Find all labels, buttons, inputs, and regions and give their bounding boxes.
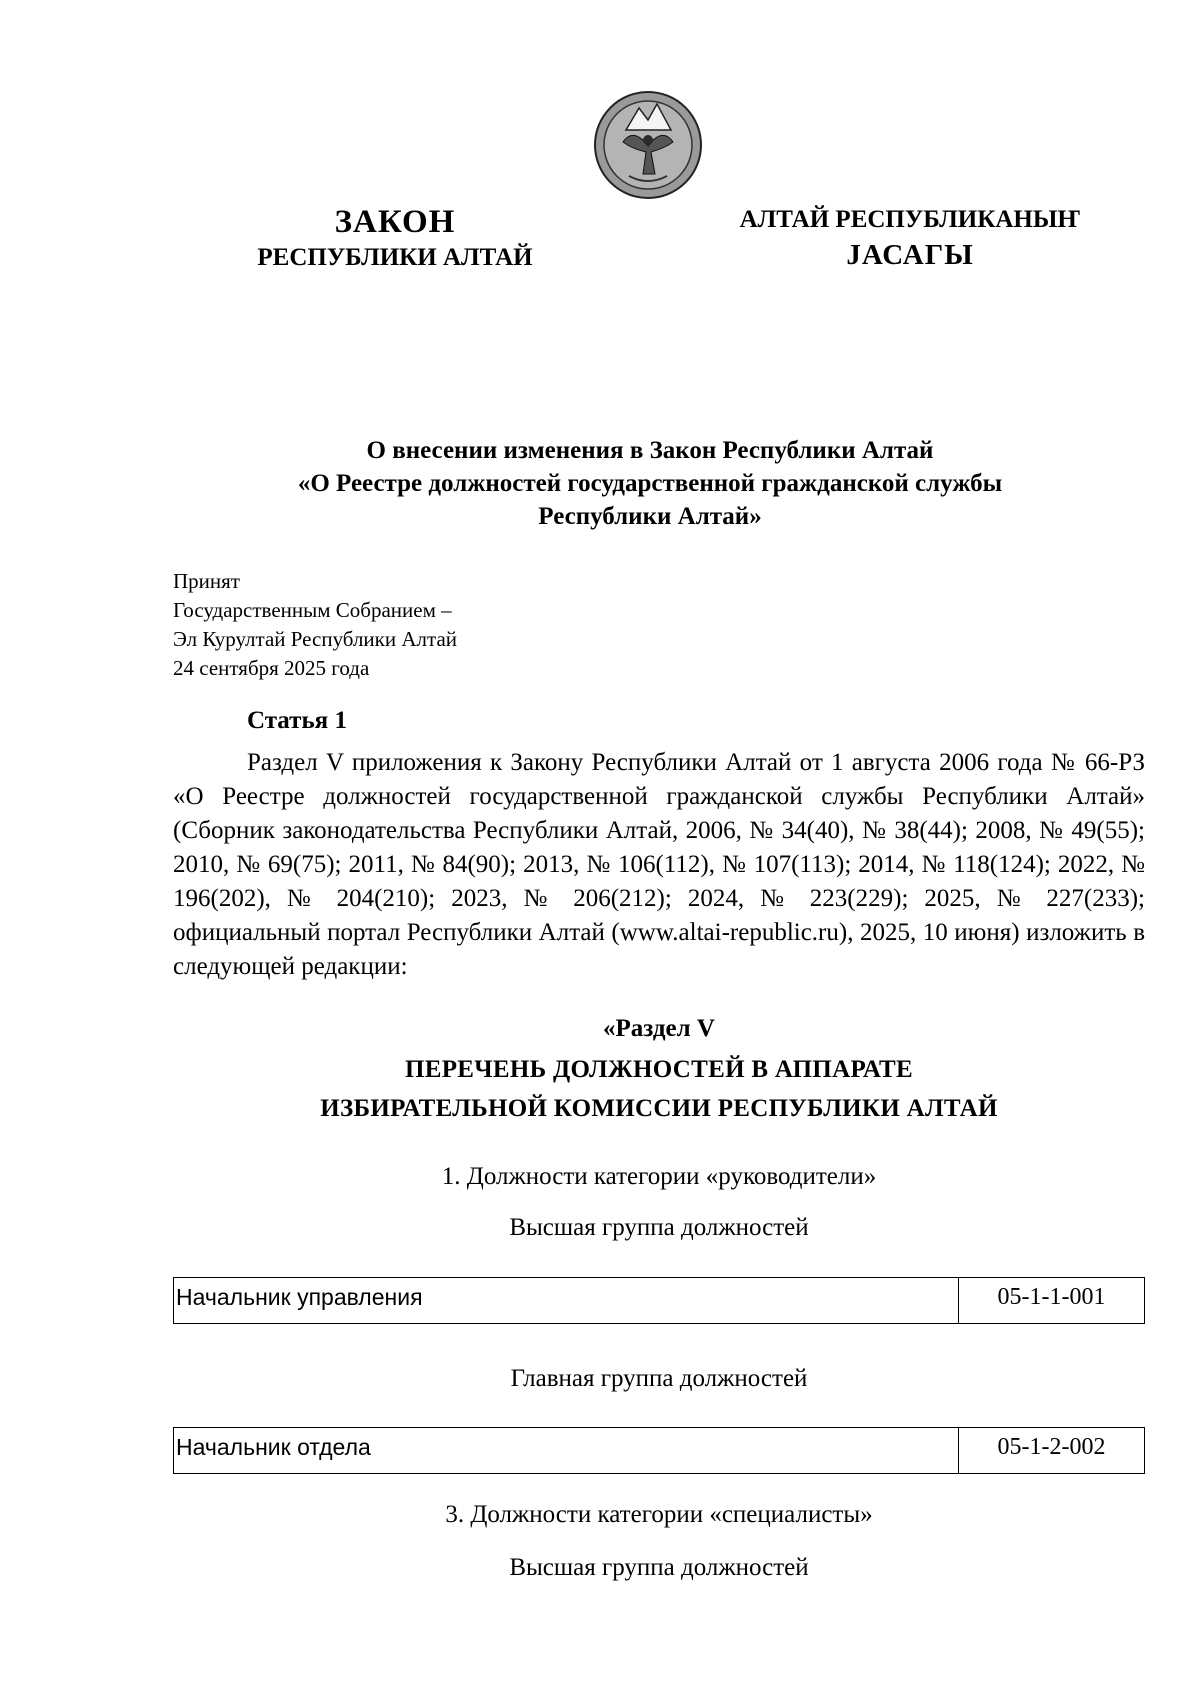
position-code: 05-1-1-001 bbox=[958, 1278, 1144, 1323]
group-title: Высшая группа должностей bbox=[509, 1554, 809, 1581]
section-title-line: ПЕРЕЧЕНЬ ДОЛЖНОСТЕЙ В АППАРАТЕ bbox=[405, 1056, 913, 1083]
header-right bbox=[700, 203, 1120, 273]
section-title bbox=[173, 1050, 1145, 1128]
position-name: Начальник управления bbox=[176, 1284, 423, 1310]
adoption-line: Государственным Собранием – bbox=[173, 598, 452, 622]
article-text: Раздел V приложения к Закону Республики Алтай от 1 августа 2006 года № 66-РЗ «О Реестре должностей государственной гражданской службы Республики Алтай» (Сборник законодательства Республики Алтай, 2006, № 34(40), № 38(44); 2008, № 49(55); 2010, № 69(75); 2011, № 84(90); 2013, № 106(112), № 107(113); 2014, № 118(124); 2022, № 196(202), № 204(210); 2023, № 206(212); 2024, № 223(229); 2025, № 227(233); официальный портал Республики Алтай (www.altai-republic.ru), 2025, 10 июня) изложить в следующей редакции: bbox=[173, 749, 1145, 980]
group-title: Главная группа должностей bbox=[510, 1365, 808, 1392]
republic-emblem bbox=[593, 90, 703, 200]
section-mark: «Раздел V bbox=[603, 1015, 715, 1042]
table-row bbox=[173, 1277, 1145, 1324]
article-heading: Статья 1 bbox=[247, 707, 347, 734]
adoption-line: Принят bbox=[173, 569, 240, 593]
category-title: 1. Должности категории «руководители» bbox=[441, 1163, 877, 1190]
adoption-date: 24 сентября 2025 года bbox=[173, 656, 370, 680]
document-title-line: «О Реестре должностей государственной гражданской службы bbox=[297, 470, 1003, 497]
law-subtitle-altai: JАСАГЫ bbox=[846, 239, 974, 271]
document-title-line: О внесении изменения в Закон Республики Алтай bbox=[366, 437, 934, 464]
header-left bbox=[230, 203, 560, 275]
document-title-line: Республики Алтай» bbox=[538, 503, 762, 530]
adoption-line: Эл Курултай Республики Алтай bbox=[173, 627, 458, 651]
document-title bbox=[170, 434, 1130, 533]
category-title: 3. Должности категории «специалисты» bbox=[445, 1501, 873, 1528]
section-title-line: ИЗБИРАТЕЛЬНОЙ КОМИССИИ РЕСПУБЛИКИ АЛТАЙ bbox=[320, 1095, 998, 1122]
position-code: 05-1-2-002 bbox=[958, 1428, 1144, 1473]
group-title: Высшая группа должностей bbox=[509, 1214, 809, 1241]
law-title: ЗАКОН bbox=[334, 204, 456, 240]
adoption-note bbox=[173, 567, 457, 683]
position-name: Начальник отдела bbox=[176, 1434, 371, 1460]
law-title-altai: АЛТАЙ РЕСПУБЛИКАНЫҤ bbox=[739, 206, 1081, 233]
law-subtitle: РЕСПУБЛИКИ АЛТАЙ bbox=[257, 244, 533, 271]
table-row bbox=[173, 1427, 1145, 1474]
